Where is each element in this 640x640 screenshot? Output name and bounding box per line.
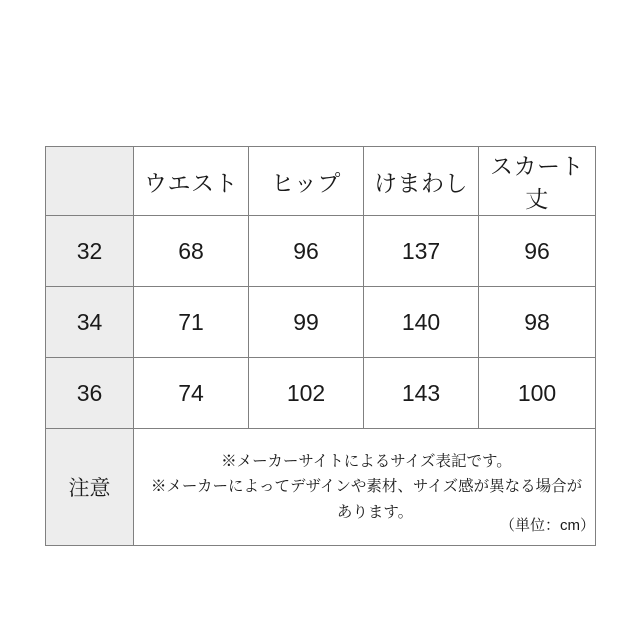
cell-waist: 68 xyxy=(134,216,249,287)
cell-skirt-length: 98 xyxy=(479,287,596,358)
note-line: あります。 xyxy=(336,503,414,521)
note-line: ※メーカーによってデザインや素材、サイズ感が異なる場合が xyxy=(150,478,583,496)
cell-skirt-length: 100 xyxy=(479,358,596,429)
cell-hip: 96 xyxy=(249,216,364,287)
cell-waist: 71 xyxy=(134,287,249,358)
column-header-skirt-length: スカート丈 xyxy=(479,147,596,216)
table-row xyxy=(46,358,596,429)
cell-hem: 140 xyxy=(364,287,479,358)
cell-skirt-length: 96 xyxy=(479,216,596,287)
row-header-size: 32 xyxy=(46,216,134,287)
column-header-hem: けまわし xyxy=(364,147,479,216)
table-row xyxy=(46,216,596,287)
row-header-size: 34 xyxy=(46,287,134,358)
note-label: 注意 xyxy=(46,429,134,546)
size-table-container xyxy=(45,146,595,546)
cell-hip: 102 xyxy=(249,358,364,429)
table-corner-cell xyxy=(46,147,134,216)
unit-label: （単位：cm） xyxy=(500,517,595,534)
row-header-size: 36 xyxy=(46,358,134,429)
table-header xyxy=(46,147,596,216)
cell-waist: 74 xyxy=(134,358,249,429)
cell-hem: 137 xyxy=(364,216,479,287)
note-line: ※メーカーサイトによるサイズ表記です。 xyxy=(221,453,512,471)
column-header-hip: ヒップ xyxy=(249,147,364,216)
table-body xyxy=(46,216,596,546)
column-header-waist: ウエスト xyxy=(134,147,249,216)
header-row xyxy=(46,147,596,216)
size-table xyxy=(45,146,596,546)
cell-hip: 99 xyxy=(249,287,364,358)
cell-hem: 143 xyxy=(364,358,479,429)
table-row xyxy=(46,287,596,358)
